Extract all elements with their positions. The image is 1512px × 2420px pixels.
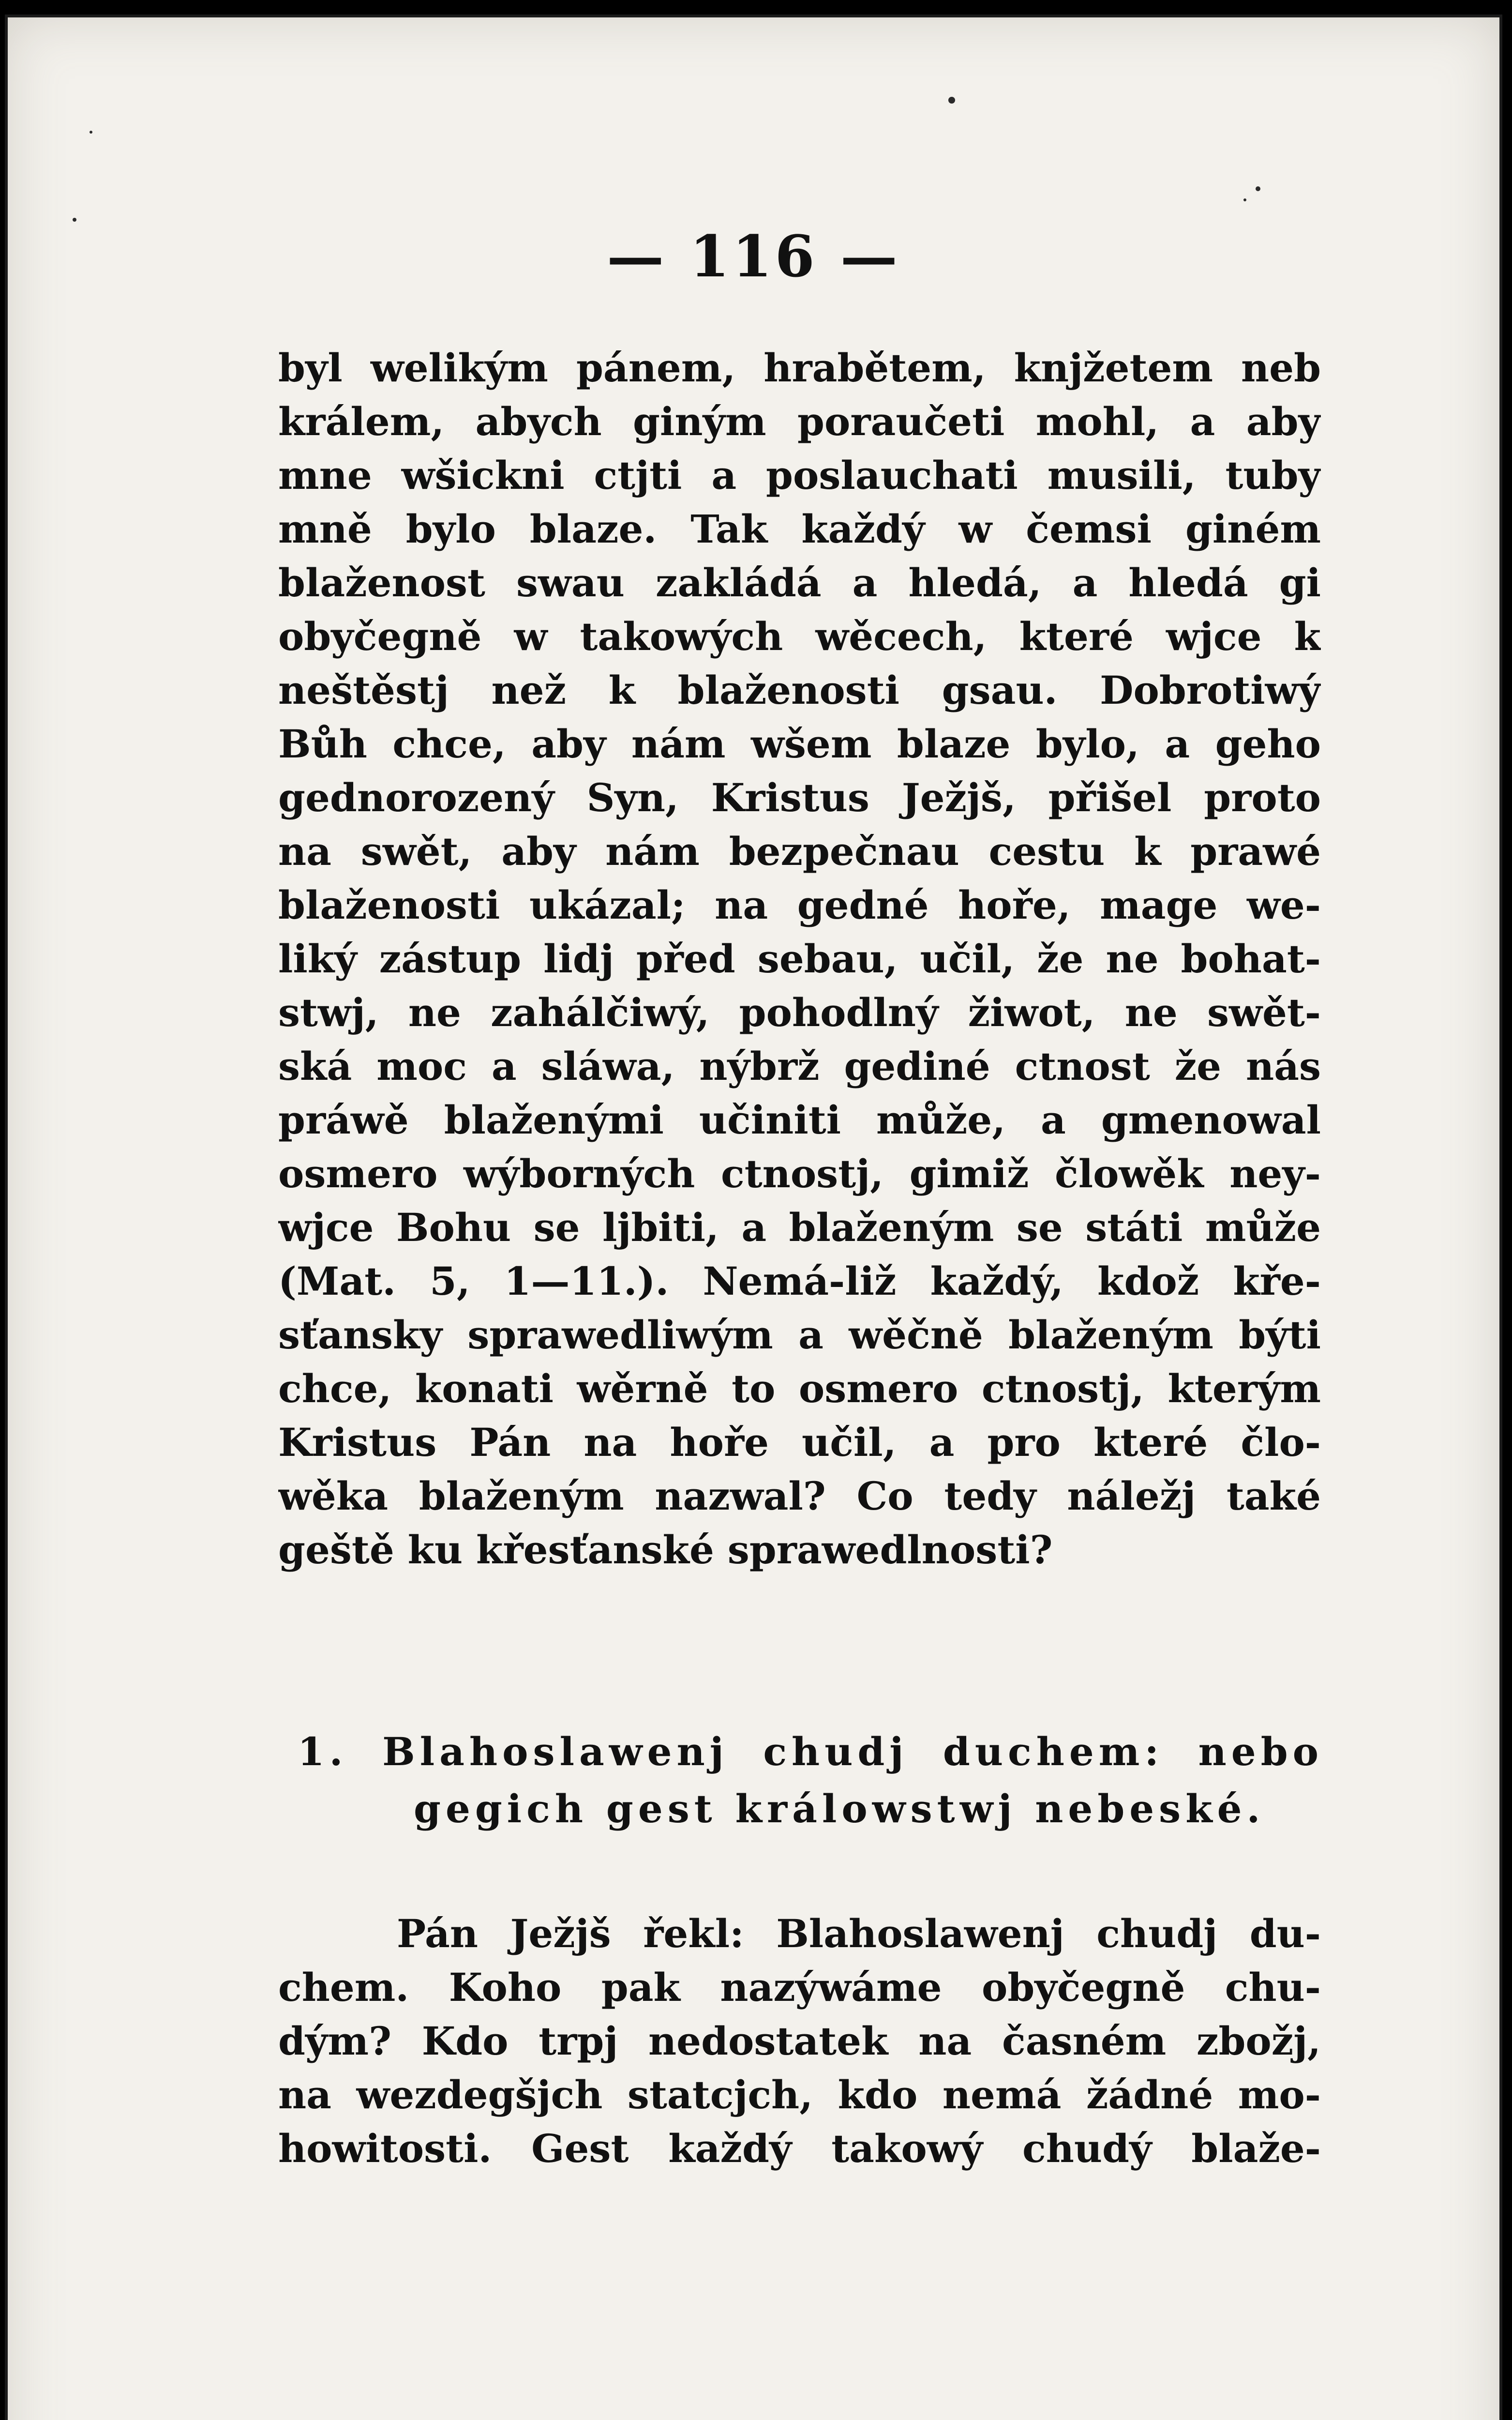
text-line: geště ku křesťanské sprawedlnosti? (278, 1527, 1053, 1573)
page-number: — 116 — (607, 223, 900, 290)
text-line: chce, konati wěrně to osmero ctnostj, kterým (278, 1366, 1321, 1411)
text-line: mně bylo blaze. Tak každý w čemsi giném (278, 506, 1321, 552)
text-line: ská moc a sláwa, nýbrž gediné ctnost že nás (278, 1044, 1321, 1089)
text-line: sťansky sprawedliwým a wěčně blaženým býti (278, 1312, 1321, 1358)
text-line: gednorozený Syn, Kristus Ježjš, přišel proto (278, 775, 1321, 820)
text-line: osmero wýborných ctnostj, gimiž člowěk ney- (278, 1151, 1321, 1196)
ink-speck (1256, 186, 1260, 191)
text-line: Bůh chce, aby nám wšem blaze bylo, a geho (278, 721, 1321, 767)
paragraph-1 (278, 341, 1321, 1577)
text-line: Pán Ježjš řekl: Blahoslawenj chudj du- (397, 1911, 1321, 1956)
ink-speck (1243, 198, 1246, 201)
text-line: howitosti. Gest každý takowý chudý blaže- (278, 2126, 1321, 2171)
text-line: chem. Koho pak nazýwáme obyčegně chu- (278, 1965, 1321, 2010)
text-line: stwj, ne zahálčiwý, pohodlný žiwot, ne swět- (278, 990, 1321, 1035)
text-line: na swět, aby nám bezpečnau cestu k prawé (278, 829, 1321, 874)
paragraph-2 (278, 1907, 1321, 2176)
text-line: blaženost swau zakládá a hledá, a hledá gi (278, 560, 1321, 605)
heading-line: gegich gest králowstwj nebeské. (414, 1786, 1265, 1831)
text-line: (Mat. 5, 1—11.). Nemá-liž každý, kdož kře- (278, 1258, 1321, 1304)
text-line: wjce Bohu se ljbiti, a blaženým se státi může (278, 1205, 1321, 1250)
ink-speck (90, 131, 92, 134)
text-line: mne wšickni ctjti a poslauchati musili, tuby (278, 453, 1321, 498)
text-line: byl welikým pánem, hrabětem, knjžetem neb (278, 345, 1321, 391)
section-heading (298, 1723, 1323, 1837)
ink-speck (948, 97, 955, 104)
text-line: Kristus Pán na hoře učil, a pro které člo- (278, 1420, 1321, 1465)
text-line: na wezdegšjch statcjch, kdo nemá žádné mo- (278, 2072, 1321, 2118)
text-line: práwě blaženými učiniti může, a gmenowal (278, 1097, 1321, 1143)
text-line: wěka blaženým nazwal? Co tedy náležj také (278, 1473, 1321, 1519)
heading-line: 1. Blahoslawenj chudj duchem: nebo (298, 1729, 1323, 1774)
text-line: liký zástup lidj před sebau, učil, že ne bohat- (278, 936, 1321, 982)
book-page (5, 15, 1502, 2420)
text-line: obyčegně w takowých wěcech, které wjce k (278, 614, 1321, 659)
text-line: blaženosti ukázal; na gedné hoře, mage we- (278, 882, 1321, 928)
ink-speck (73, 218, 76, 222)
text-line: dým? Kdo trpj nedostatek na časném zbožj, (278, 2018, 1321, 2064)
text-line: neštěstj než k blaženosti gsau. Dobrotiwý (278, 667, 1321, 713)
text-line: králem, abych giným poraučeti mohl, a aby (278, 399, 1321, 444)
